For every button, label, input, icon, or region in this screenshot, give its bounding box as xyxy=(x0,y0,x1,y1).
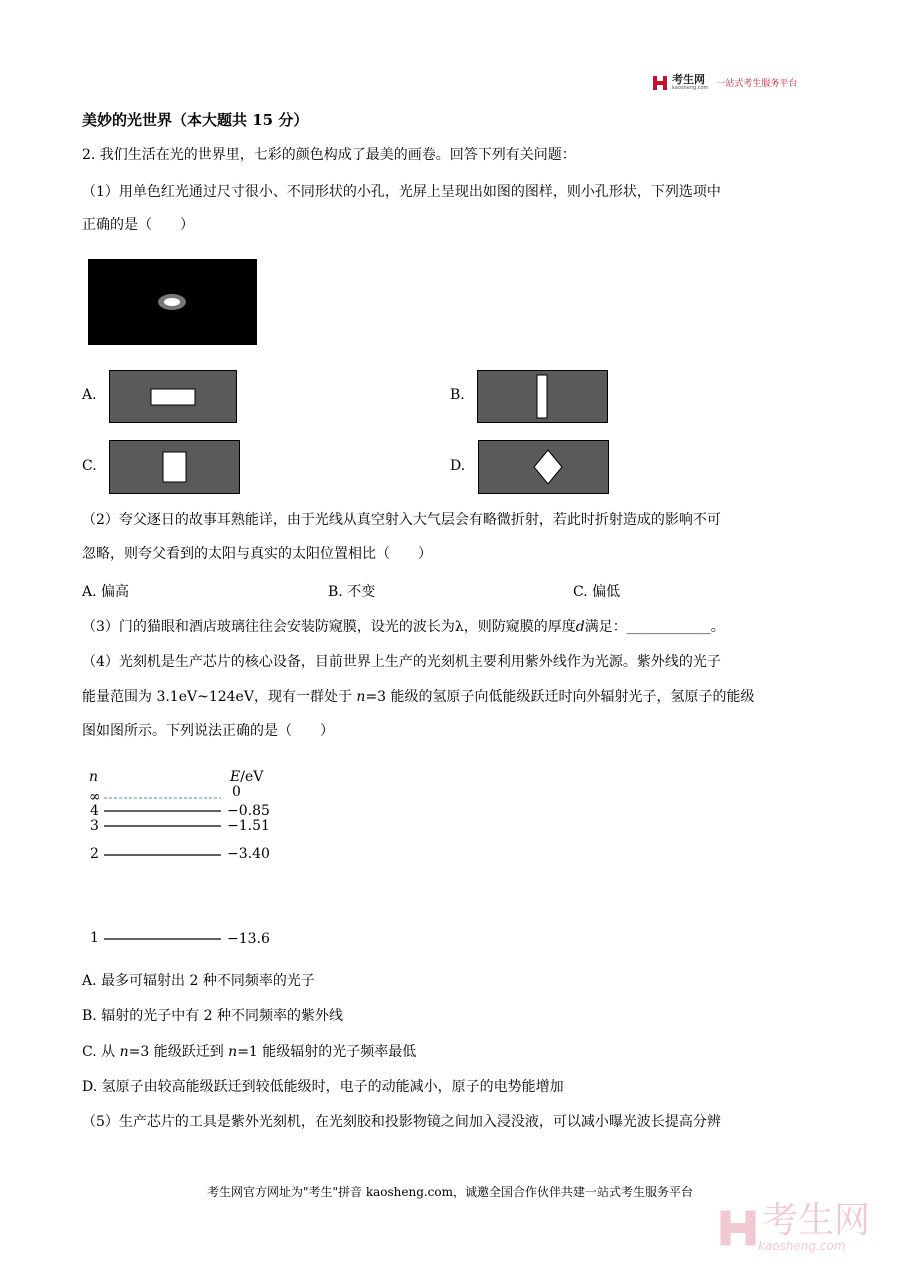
q3-line xyxy=(82,617,725,637)
watermark-sub: kaosheng.com xyxy=(758,1239,846,1253)
q3-text-post: 满足：____________。 xyxy=(584,619,725,635)
diagram-e-label xyxy=(230,769,263,785)
diagram-e-var: E xyxy=(230,769,241,785)
q2-option-c[interactable]: C. 偏低 xyxy=(573,584,621,600)
q4-option-a[interactable]: A. 最多可辐射出 2 种不同频率的光子 xyxy=(82,973,315,989)
q1-option-a-label[interactable]: A. xyxy=(82,387,97,403)
q4-line1: （4）光刻机是生产芯片的核心设备，目前世界上生产的光刻机主要利用紫外线作为光源。紫外线的光子 xyxy=(82,654,721,670)
q4-line3: 图如图所示。下列说法正确的是（ ） xyxy=(82,723,334,739)
q4-option-c-var1: n xyxy=(119,1044,129,1060)
q5-line1: （5）生产芯片的工具是紫外光刻机，在光刻胶和投影物镜之间加入浸没液，可以减小曝光波长提高分辨 xyxy=(82,1114,721,1130)
header-slogan: 一站式考生服务平台 xyxy=(716,79,798,89)
q4-line2-post: =3 能级的氢原子向低能级跃迁时向外辐射光子，氢原子的能级 xyxy=(365,689,755,705)
level-n-2: 2 xyxy=(90,846,99,862)
q1-option-b-figure[interactable] xyxy=(477,370,608,423)
watermark-text: 考生网 xyxy=(762,1200,871,1241)
level-e-3: −1.51 xyxy=(227,818,270,834)
q4-option-c-1: C. 从 xyxy=(82,1044,120,1060)
q4-option-c-3: =1 能级辐射的光子频率最低 xyxy=(237,1044,417,1060)
q4-option-c[interactable] xyxy=(82,1042,416,1062)
diagram-n-label: n xyxy=(89,769,99,785)
q2-intro: 2. 我们生活在光的世界里，七彩的颜色构成了最美的画卷。回答下列有关问题： xyxy=(82,147,576,163)
q4-option-b[interactable]: B. 辐射的光子中有 2 种不同频率的紫外线 xyxy=(82,1008,343,1024)
q1-option-c-label[interactable]: C. xyxy=(82,458,97,474)
q4-option-d[interactable]: D. 氢原子由较高能级跃迁到较低能级时，电子的动能减小，原子的电势能增加 xyxy=(82,1079,564,1095)
page-footer: 考生网官方网址为"考生"拼音 kaosheng.com，诚邀全国合作伙伴共建一站式考生服务平台 xyxy=(206,1185,694,1199)
q1-option-a-figure[interactable] xyxy=(109,370,237,423)
level-n-1: 1 xyxy=(90,930,99,946)
level-e-4: −0.85 xyxy=(227,803,270,819)
q4-line2 xyxy=(82,687,755,707)
q1-line2: 正确的是（ ） xyxy=(82,217,194,233)
q1-option-d-label[interactable]: D. xyxy=(450,458,466,474)
level-e-1: −13.6 xyxy=(227,931,270,947)
q3-var-d: d xyxy=(575,619,585,635)
diffraction-pattern-figure xyxy=(88,259,257,345)
q2-line2: 忽略，则夸父看到的太阳与真实的太阳位置相比（ ） xyxy=(82,546,432,562)
kaosheng-logo-icon xyxy=(652,75,668,91)
level-e-inf: 0 xyxy=(232,784,241,800)
q1-line1: （1）用单色红光通过尺寸很小、不同形状的小孔，光屏上呈现出如图的图样，则小孔形状，下列选项中 xyxy=(82,184,721,200)
q1-option-c-figure[interactable] xyxy=(109,440,240,494)
q1-option-d-figure[interactable] xyxy=(478,440,609,494)
header-logo-sub: kaosheng.com xyxy=(672,85,709,91)
q4-line2-pre: 能量范围为 3.1eV~124eV，现有一群处于 xyxy=(82,689,357,705)
section-title: 美妙的光世界（本大题共 15 分） xyxy=(82,111,309,129)
q2-line1: （2）夸父逐日的故事耳熟能详，由于光线从真空射入大气层会有略微折射，若此时折射造成的影响不可 xyxy=(82,512,721,528)
watermark-text-group xyxy=(758,1200,871,1253)
level-n-3: 3 xyxy=(90,818,99,834)
q2-option-a[interactable]: A. 偏高 xyxy=(82,584,130,600)
q4-option-c-2: =3 能级跃迁到 xyxy=(128,1044,229,1060)
header-logo-text: 考生网 xyxy=(672,73,705,86)
header-logo xyxy=(652,74,797,91)
q3-text-pre: （3）门的猫眼和酒店玻璃往往会安装防窥膜，设光的波长为λ，则防窥膜的厚度 xyxy=(82,619,576,635)
watermark-logo-icon xyxy=(718,1206,758,1250)
energy-level-lines xyxy=(100,790,226,950)
level-e-2: −3.40 xyxy=(227,846,270,862)
level-n-inf: ∞ xyxy=(89,789,101,805)
q4-line2-var: n xyxy=(356,689,366,705)
level-n-4: 4 xyxy=(90,803,99,819)
q1-option-b-label[interactable]: B. xyxy=(450,387,465,403)
q4-option-c-var2: n xyxy=(228,1044,238,1060)
header-logo-text-group xyxy=(672,74,708,91)
q2-option-b[interactable]: B. 不变 xyxy=(328,584,376,600)
watermark xyxy=(718,1200,871,1253)
diagram-e-unit: /eV xyxy=(240,769,264,785)
